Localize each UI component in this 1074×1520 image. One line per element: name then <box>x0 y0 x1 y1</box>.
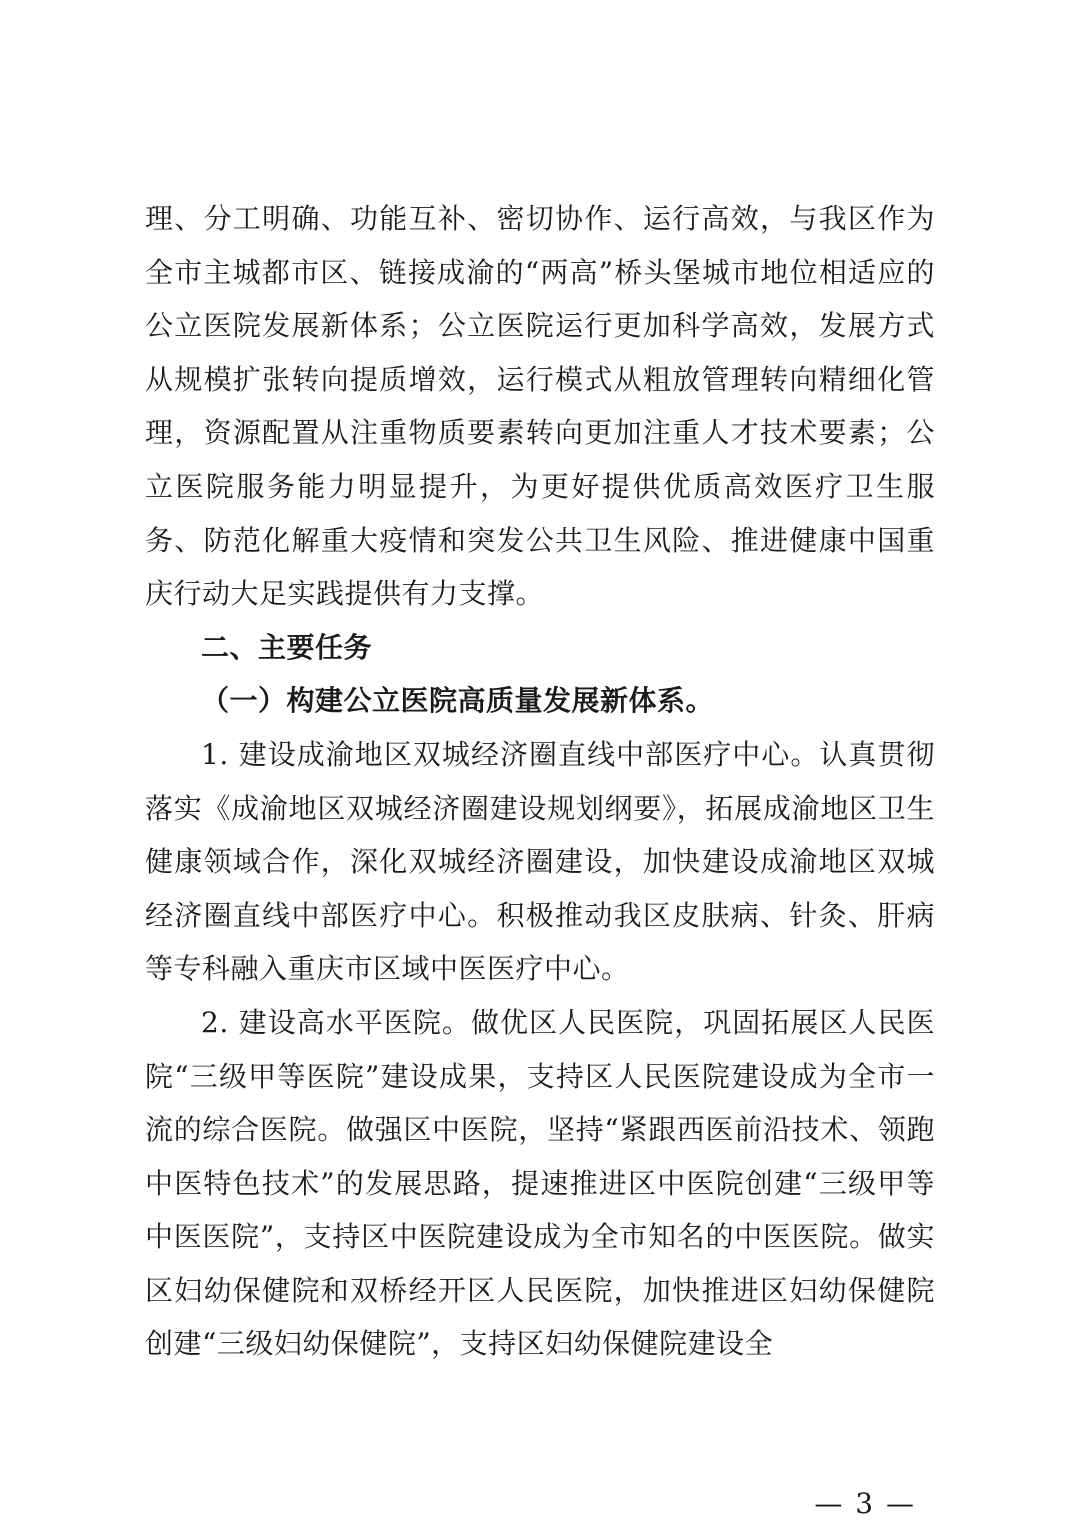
paragraph-continuation: 理、分工明确、功能互补、密切协作、运行高效，与我区作为全市主城都市区、链接成渝的“两高”桥头堡城市地位相适应的公立医院发展新体系；公立医院运行更加科学高效，发展方式从规模扩张转向提质增效，运行模式从粗放管理转向精细化管理，资源配置从注重物质要素转向更加注重人才技术要素；公立医院服务能力明显提升，为更好提供优质高效医疗卫生服务、防范化解重大疫情和突发公共卫生风险、推进健康中国重庆行动大足实践提供有力支撑。 <box>145 202 935 611</box>
paragraph-item-1: 1. 建设成渝地区双城经济圈直线中部医疗中心。认真贯彻落实《成渝地区双城经济圈建设规划纲要》，拓展成渝地区卫生健康领域合作，深化双城经济圈建设，加快建设成渝地区双城经济圈直线中部医疗中心。积极推动我区皮肤病、针灸、肝病等专科融入重庆市区域中医医疗中心。 <box>145 737 935 986</box>
subsection-heading-1: （一）构建公立医院高质量发展新体系。 <box>201 684 715 718</box>
document-body <box>145 192 935 1371</box>
page-number: — 3 — <box>814 1487 916 1520</box>
paragraph-item-2: 2. 建设高水平医院。做优区人民医院，巩固拓展区人民医院“三级甲等医院”建设成果，支持区人民医院建设成为全市一流的综合医院。做强区中医院，坚持“紧跟西医前沿技术、领跑中医特色技术”的发展思路，提速推进区中医院创建“三级甲等中医医院”，支持区中医院建设成为全市知名的中医医院。做实区妇幼保健院和双桥经开区人民医院，加快推进区妇幼保健院创建“三级妇幼保健院”，支持区妇幼保健院建设全 <box>145 1005 935 1361</box>
section-heading-main-tasks: 二、主要任务 <box>201 630 373 664</box>
